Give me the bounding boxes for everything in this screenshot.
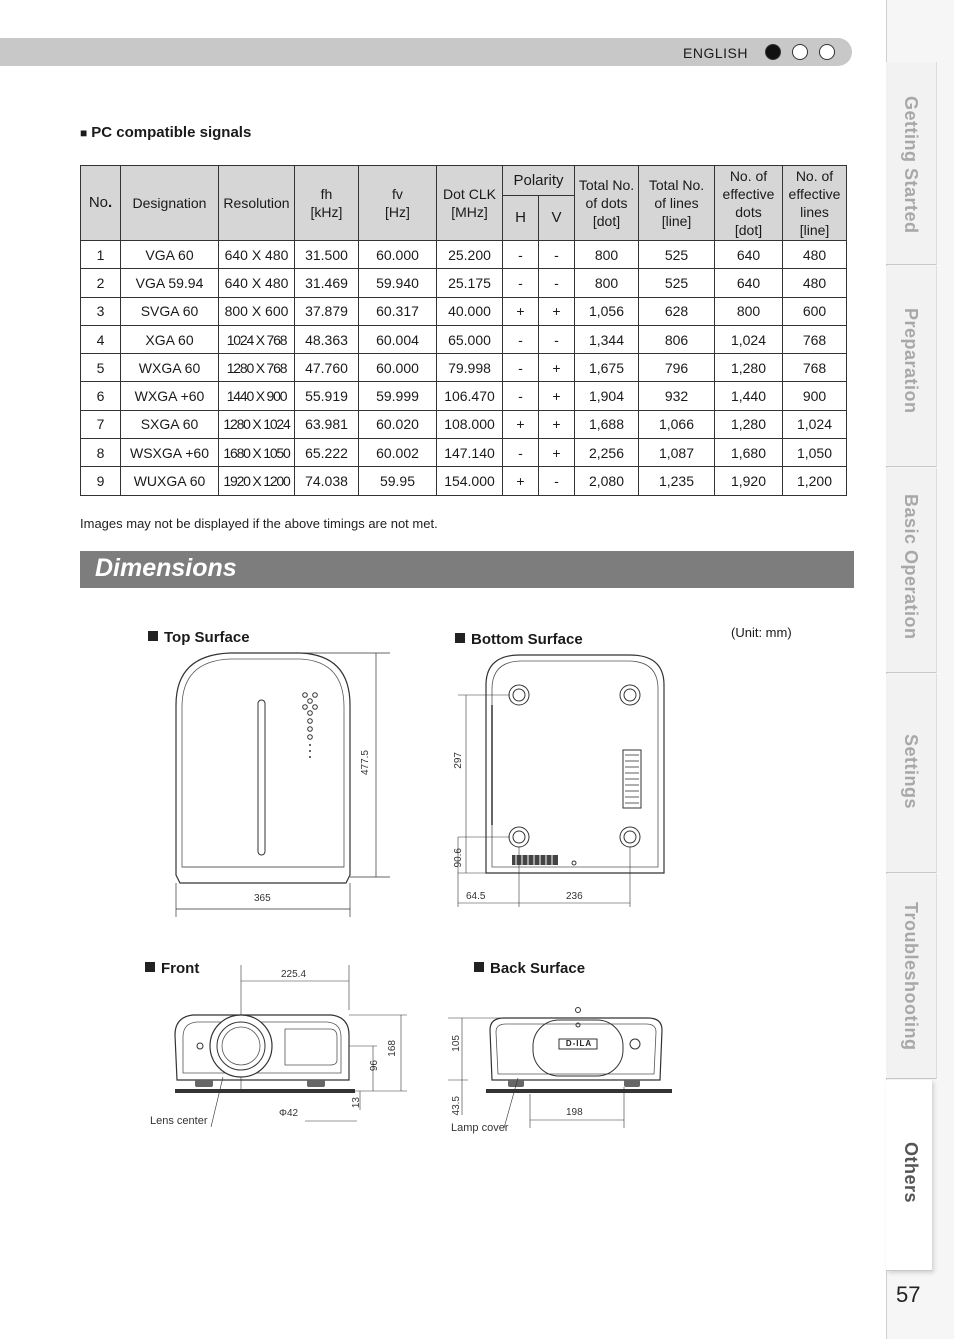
- table-cell: 40.000: [437, 297, 503, 325]
- unit-label: (Unit: mm): [731, 625, 792, 640]
- page-indicator-dot: [792, 44, 808, 60]
- back-surface-label: Back Surface: [474, 960, 585, 977]
- table-cell: 1440 X 900: [219, 382, 295, 410]
- table-cell: 55.919: [295, 382, 359, 410]
- page-indicator-dot-filled: [765, 44, 781, 60]
- table-cell: 2: [81, 269, 121, 297]
- table-cell: +: [539, 354, 575, 382]
- table-cell: 1,680: [715, 439, 783, 467]
- dim-top-height: 477.5: [360, 750, 371, 776]
- table-cell: 900: [783, 382, 847, 410]
- top-surface-label: Top Surface: [148, 629, 250, 646]
- table-cell: 60.020: [359, 410, 437, 438]
- table-cell: 37.879: [295, 297, 359, 325]
- table-cell: 25.200: [437, 241, 503, 269]
- table-cell: 59.940: [359, 269, 437, 297]
- dim-front-225-4: 225.4: [281, 969, 307, 980]
- table-row: [81, 297, 847, 325]
- tab-getting-started[interactable]: [886, 62, 937, 265]
- table-cell: 1,920: [715, 467, 783, 495]
- table-cell: 1,066: [639, 410, 715, 438]
- col-header-total-dots: Total No. of dots [dot]: [575, 166, 639, 241]
- table-cell: 1,904: [575, 382, 639, 410]
- table-cell: +: [539, 382, 575, 410]
- col-header-v: V: [539, 196, 575, 241]
- col-header-h: H: [503, 196, 539, 241]
- table-cell: 800: [575, 269, 639, 297]
- table-row: [81, 467, 847, 495]
- table-cell: 1,200: [783, 467, 847, 495]
- table-cell: -: [539, 269, 575, 297]
- square-bullet-icon: [474, 962, 484, 972]
- dim-top-width: 365: [254, 893, 271, 904]
- table-cell: 65.222: [295, 439, 359, 467]
- bottom-surface-drawing: [450, 645, 690, 915]
- table-cell: 1280 X 768: [219, 354, 295, 382]
- table-cell: VGA 59.94: [121, 269, 219, 297]
- lens-center-label: Lens center: [150, 1115, 208, 1127]
- square-bullet-icon: [148, 631, 158, 641]
- table-cell: WSXGA +60: [121, 439, 219, 467]
- table-cell: -: [539, 241, 575, 269]
- pc-signals-table: [80, 165, 847, 496]
- col-header-fh: fh [kHz]: [295, 166, 359, 241]
- table-cell: 640 X 480: [219, 269, 295, 297]
- table-cell: 1,056: [575, 297, 639, 325]
- table-cell: SXGA 60: [121, 410, 219, 438]
- page-indicator-dot: [819, 44, 835, 60]
- table-cell: -: [503, 325, 539, 353]
- col-header-resolution: Resolution: [219, 166, 295, 241]
- table-cell: 768: [783, 354, 847, 382]
- dim-bottom-236: 236: [566, 891, 583, 902]
- table-cell: 806: [639, 325, 715, 353]
- table-cell: 7: [81, 410, 121, 438]
- table-cell: 60.000: [359, 354, 437, 382]
- table-cell: 31.500: [295, 241, 359, 269]
- col-header-designation: Designation: [121, 166, 219, 241]
- table-cell: 106.470: [437, 382, 503, 410]
- col-header-eff-dots: No. of effective dots [dot]: [715, 166, 783, 241]
- table-row: [81, 410, 847, 438]
- tab-settings[interactable]: [886, 674, 937, 873]
- col-header-no: No.: [81, 166, 121, 241]
- back-logo: D-ILA: [565, 1039, 593, 1048]
- table-row: [81, 269, 847, 297]
- table-cell: 9: [81, 467, 121, 495]
- dim-bottom-297: 297: [453, 752, 464, 769]
- square-bullet-icon: ■: [80, 126, 88, 140]
- tab-label: Settings: [901, 734, 921, 810]
- table-cell: +: [539, 439, 575, 467]
- table-cell: 63.981: [295, 410, 359, 438]
- table-cell: 1: [81, 241, 121, 269]
- table-cell: -: [503, 439, 539, 467]
- tab-others[interactable]: [886, 1080, 932, 1271]
- col-header-polarity: Polarity: [503, 166, 575, 196]
- table-cell: 1,688: [575, 410, 639, 438]
- square-bullet-icon: [455, 633, 465, 643]
- table-cell: -: [503, 269, 539, 297]
- table-row: [81, 325, 847, 353]
- table-cell: WUXGA 60: [121, 467, 219, 495]
- table-cell: 147.140: [437, 439, 503, 467]
- table-cell: 628: [639, 297, 715, 325]
- table-cell: 60.000: [359, 241, 437, 269]
- section-title-pc-signals: ■ PC compatible signals: [80, 124, 252, 141]
- tab-label: Troubleshooting: [901, 902, 921, 1051]
- table-cell: -: [503, 354, 539, 382]
- timing-note: Images may not be displayed if the above timings are not met.: [80, 516, 438, 531]
- table-cell: 525: [639, 269, 715, 297]
- table-cell: +: [503, 410, 539, 438]
- table-cell: 4: [81, 325, 121, 353]
- dim-back-43-5: 43.5: [451, 1096, 462, 1116]
- page-number: 57: [896, 1282, 921, 1307]
- table-cell: 768: [783, 325, 847, 353]
- col-header-dotclk: Dot CLK [MHz]: [437, 166, 503, 241]
- tab-basic-operation[interactable]: [886, 468, 937, 673]
- table-cell: 525: [639, 241, 715, 269]
- table-cell: 1,440: [715, 382, 783, 410]
- dim-bottom-64-5: 64.5: [466, 891, 486, 902]
- table-cell: 800: [715, 297, 783, 325]
- table-cell: 1,280: [715, 410, 783, 438]
- top-surface-drawing: [160, 645, 400, 925]
- table-cell: 1,087: [639, 439, 715, 467]
- table-cell: 480: [783, 269, 847, 297]
- table-cell: 60.002: [359, 439, 437, 467]
- tab-label: Getting Started: [901, 96, 921, 234]
- table-cell: 640 X 480: [219, 241, 295, 269]
- language-label: ENGLISH: [683, 45, 748, 61]
- table-cell: 1,675: [575, 354, 639, 382]
- dimensions-title: Dimensions: [95, 554, 237, 582]
- table-cell: 1,235: [639, 467, 715, 495]
- table-row: [81, 241, 847, 269]
- dim-front-phi42: Φ42: [279, 1108, 299, 1119]
- table-cell: WXGA 60: [121, 354, 219, 382]
- table-cell: 60.317: [359, 297, 437, 325]
- table-cell: SVGA 60: [121, 297, 219, 325]
- table-cell: 1,280: [715, 354, 783, 382]
- back-surface-drawing: [448, 990, 678, 1135]
- table-row: [81, 439, 847, 467]
- dim-back-105: 105: [451, 1035, 462, 1052]
- col-header-eff-lines: No. of effective lines [line]: [783, 166, 847, 241]
- table-cell: 154.000: [437, 467, 503, 495]
- table-cell: 640: [715, 269, 783, 297]
- table-cell: 6: [81, 382, 121, 410]
- table-cell: +: [539, 297, 575, 325]
- table-cell: 65.000: [437, 325, 503, 353]
- dim-front-13: 13: [351, 1097, 362, 1109]
- table-cell: 3: [81, 297, 121, 325]
- table-cell: 480: [783, 241, 847, 269]
- table-cell: 1,050: [783, 439, 847, 467]
- col-header-total-lines: Total No. of lines [line]: [639, 166, 715, 241]
- tab-preparation[interactable]: [886, 266, 937, 467]
- tab-label: Preparation: [901, 308, 921, 414]
- table-cell: -: [503, 382, 539, 410]
- dim-front-168: 168: [387, 1040, 398, 1057]
- bottom-surface-label: Bottom Surface: [455, 631, 583, 648]
- table-cell: 59.999: [359, 382, 437, 410]
- dim-bottom-90-6: 90.6: [453, 848, 464, 868]
- table-cell: 1280 X 1024: [219, 410, 295, 438]
- table-cell: 1680 X 1050: [219, 439, 295, 467]
- table-cell: -: [539, 467, 575, 495]
- table-cell: 25.175: [437, 269, 503, 297]
- table-cell: VGA 60: [121, 241, 219, 269]
- table-cell: 800: [575, 241, 639, 269]
- table-cell: -: [539, 325, 575, 353]
- lamp-cover-label: Lamp cover: [451, 1122, 509, 1134]
- table-cell: 31.469: [295, 269, 359, 297]
- col-header-fv: fv [Hz]: [359, 166, 437, 241]
- table-cell: 79.998: [437, 354, 503, 382]
- tab-label: Basic Operation: [901, 494, 921, 640]
- table-cell: 800 X 600: [219, 297, 295, 325]
- table-row: [81, 382, 847, 410]
- table-cell: 1,024: [783, 410, 847, 438]
- front-label: Front: [145, 960, 199, 977]
- table-cell: 2,080: [575, 467, 639, 495]
- table-cell: 640: [715, 241, 783, 269]
- table-cell: WXGA +60: [121, 382, 219, 410]
- table-cell: 5: [81, 354, 121, 382]
- dim-front-96: 96: [369, 1060, 380, 1072]
- table-cell: 932: [639, 382, 715, 410]
- table-cell: 600: [783, 297, 847, 325]
- table-cell: 47.760: [295, 354, 359, 382]
- tab-troubleshooting[interactable]: [886, 874, 937, 1079]
- table-cell: 60.004: [359, 325, 437, 353]
- table-cell: +: [503, 297, 539, 325]
- tab-label: Others: [901, 1142, 921, 1204]
- table-cell: 59.95: [359, 467, 437, 495]
- table-cell: +: [503, 467, 539, 495]
- table-cell: 796: [639, 354, 715, 382]
- table-cell: XGA 60: [121, 325, 219, 353]
- table-row: [81, 354, 847, 382]
- table-cell: 2,256: [575, 439, 639, 467]
- table-cell: +: [539, 410, 575, 438]
- table-cell: 1920 X 1200: [219, 467, 295, 495]
- table-cell: 1024 X 768: [219, 325, 295, 353]
- table-cell: 48.363: [295, 325, 359, 353]
- table-cell: -: [503, 241, 539, 269]
- table-cell: 1,024: [715, 325, 783, 353]
- dim-back-198: 198: [566, 1107, 583, 1118]
- table-cell: 74.038: [295, 467, 359, 495]
- table-cell: 1,344: [575, 325, 639, 353]
- table-cell: 8: [81, 439, 121, 467]
- table-cell: 108.000: [437, 410, 503, 438]
